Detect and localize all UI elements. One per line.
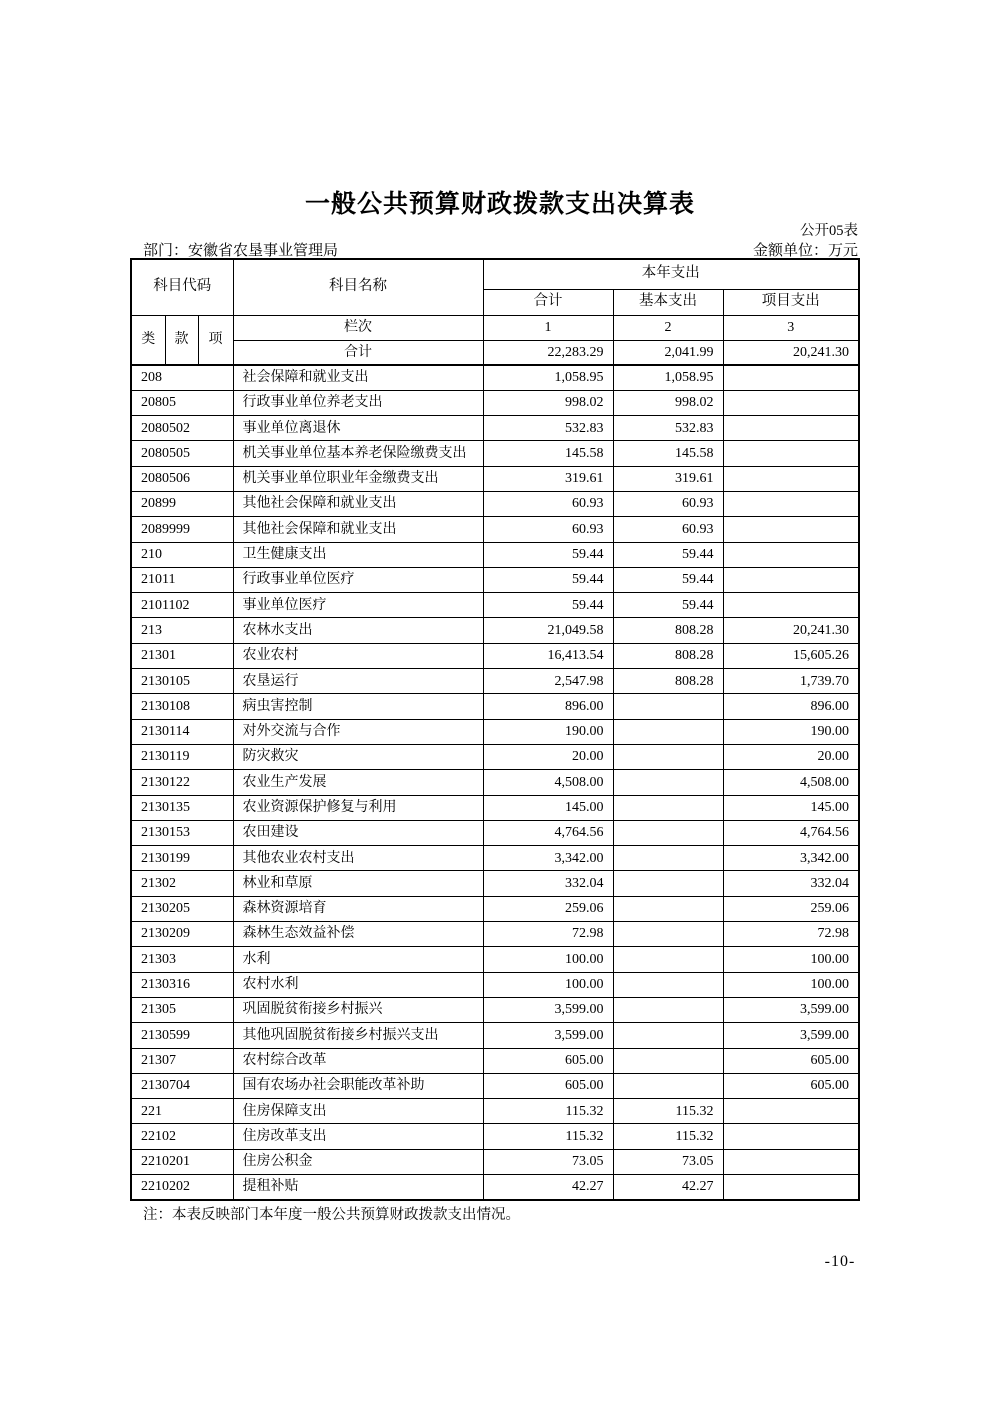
subject-name-cell: 其他农业农村支出 <box>233 846 483 871</box>
subject-code-cell: 2130105 <box>131 669 233 694</box>
subject-name-cell: 社会保障和就业支出 <box>233 365 483 390</box>
subject-code-cell: 2130199 <box>131 846 233 871</box>
basic-expenditure-cell <box>613 744 723 769</box>
subject-name-cell: 农田建设 <box>233 820 483 845</box>
basic-expenditure-cell: 319.61 <box>613 466 723 491</box>
basic-expenditure-cell: 998.02 <box>613 390 723 415</box>
total-amount-cell: 59.44 <box>483 542 613 567</box>
total-amount-cell: 59.44 <box>483 593 613 618</box>
subject-name-cell: 其他社会保障和就业支出 <box>233 517 483 542</box>
total-amount-cell: 73.05 <box>483 1149 613 1174</box>
project-expenditure-cell <box>723 1175 859 1200</box>
project-expenditure-cell <box>723 1149 859 1174</box>
project-expenditure-cell: 1,739.70 <box>723 669 859 694</box>
table-row <box>131 744 859 769</box>
basic-expenditure-cell <box>613 922 723 947</box>
subject-code-cell: 2080506 <box>131 466 233 491</box>
table-row <box>131 997 859 1022</box>
basic-expenditure-cell: 808.28 <box>613 669 723 694</box>
table-row <box>131 1175 859 1200</box>
table-row <box>131 947 859 972</box>
table-row <box>131 441 859 466</box>
subject-code-cell: 2130114 <box>131 719 233 744</box>
basic-expenditure-cell: 73.05 <box>613 1149 723 1174</box>
total-amount-cell: 3,342.00 <box>483 846 613 871</box>
project-expenditure-cell <box>723 491 859 516</box>
total-amount-cell: 605.00 <box>483 1073 613 1098</box>
header-current-year-expenditure: 本年支出 <box>483 259 859 289</box>
budget-expenditure-table <box>130 258 860 1201</box>
total-amount-cell: 4,764.56 <box>483 820 613 845</box>
total-amount-cell: 60.93 <box>483 491 613 516</box>
subject-code-cell: 2130122 <box>131 770 233 795</box>
project-expenditure-cell: 3,599.00 <box>723 1023 859 1048</box>
total-amount-cell: 100.00 <box>483 972 613 997</box>
project-expenditure-cell: 896.00 <box>723 694 859 719</box>
table-row <box>131 719 859 744</box>
basic-expenditure-cell: 115.32 <box>613 1124 723 1149</box>
header-column-index-2: 2 <box>613 315 723 340</box>
subject-code-cell: 208 <box>131 365 233 390</box>
subject-code-cell: 2130704 <box>131 1073 233 1098</box>
subject-code-cell: 2089999 <box>131 517 233 542</box>
subject-code-cell: 213 <box>131 618 233 643</box>
form-code-label: 公开05表 <box>800 223 858 239</box>
total-amount-cell: 72.98 <box>483 922 613 947</box>
basic-expenditure-cell: 59.44 <box>613 567 723 592</box>
subject-name-cell: 农业资源保护修复与利用 <box>233 795 483 820</box>
total-amount-cell: 532.83 <box>483 416 613 441</box>
subject-name-cell: 林业和草原 <box>233 871 483 896</box>
total-amount-cell: 4,508.00 <box>483 770 613 795</box>
project-expenditure-cell: 605.00 <box>723 1048 859 1073</box>
header-column-index-label: 栏次 <box>233 315 483 340</box>
subject-name-cell: 提租补贴 <box>233 1175 483 1200</box>
header-code-class: 类 <box>131 315 165 365</box>
table-row <box>131 972 859 997</box>
table-row <box>131 1073 859 1098</box>
subject-name-cell: 农业生产发展 <box>233 770 483 795</box>
department-label: 部门：安徽省农垦事业管理局 <box>143 243 339 259</box>
header-basic-expenditure: 基本支出 <box>613 289 723 315</box>
header-code-section: 款 <box>165 315 198 365</box>
grand-total-project: 20,241.30 <box>723 340 859 365</box>
project-expenditure-cell <box>723 567 859 592</box>
subject-code-cell: 21305 <box>131 997 233 1022</box>
total-amount-cell: 332.04 <box>483 871 613 896</box>
total-amount-cell: 3,599.00 <box>483 1023 613 1048</box>
table-row <box>131 770 859 795</box>
project-expenditure-cell: 15,605.26 <box>723 643 859 668</box>
subject-code-cell: 2080505 <box>131 441 233 466</box>
basic-expenditure-cell: 59.44 <box>613 542 723 567</box>
header-row-1 <box>131 259 859 289</box>
total-amount-cell: 100.00 <box>483 947 613 972</box>
table-row <box>131 795 859 820</box>
project-expenditure-cell: 259.06 <box>723 896 859 921</box>
subject-name-cell: 机关事业单位职业年金缴费支出 <box>233 466 483 491</box>
subject-name-cell: 农业农村 <box>233 643 483 668</box>
header-subject-code: 科目代码 <box>131 259 233 315</box>
project-expenditure-cell <box>723 542 859 567</box>
header-total: 合计 <box>483 289 613 315</box>
project-expenditure-cell: 4,764.56 <box>723 820 859 845</box>
total-amount-cell: 319.61 <box>483 466 613 491</box>
table-row <box>131 846 859 871</box>
table-row <box>131 1149 859 1174</box>
project-expenditure-cell <box>723 1099 859 1124</box>
basic-expenditure-cell <box>613 795 723 820</box>
table-row <box>131 466 859 491</box>
subject-code-cell: 2130153 <box>131 820 233 845</box>
project-expenditure-cell <box>723 365 859 390</box>
table-note: 注：本表反映部门本年度一般公共预算财政拨款支出情况。 <box>143 1207 520 1223</box>
table-row <box>131 1048 859 1073</box>
subject-code-cell: 2130135 <box>131 795 233 820</box>
table-row <box>131 820 859 845</box>
subject-code-cell: 22102 <box>131 1124 233 1149</box>
subject-name-cell: 农村综合改革 <box>233 1048 483 1073</box>
subject-code-cell: 2130119 <box>131 744 233 769</box>
subject-name-cell: 其他社会保障和就业支出 <box>233 491 483 516</box>
table-row <box>131 1023 859 1048</box>
subject-name-cell: 防灾救灾 <box>233 744 483 769</box>
project-expenditure-cell <box>723 466 859 491</box>
basic-expenditure-cell: 808.28 <box>613 643 723 668</box>
subject-name-cell: 事业单位医疗 <box>233 593 483 618</box>
subject-code-cell: 2130205 <box>131 896 233 921</box>
subject-code-cell: 20805 <box>131 390 233 415</box>
project-expenditure-cell: 4,508.00 <box>723 770 859 795</box>
basic-expenditure-cell <box>613 846 723 871</box>
table-head-section <box>131 259 859 365</box>
basic-expenditure-cell: 60.93 <box>613 517 723 542</box>
subject-code-cell: 21011 <box>131 567 233 592</box>
subject-code-cell: 2080502 <box>131 416 233 441</box>
table-row <box>131 669 859 694</box>
basic-expenditure-cell <box>613 694 723 719</box>
subject-code-cell: 21303 <box>131 947 233 972</box>
subject-code-cell: 2130108 <box>131 694 233 719</box>
basic-expenditure-cell: 808.28 <box>613 618 723 643</box>
subject-code-cell: 2130209 <box>131 922 233 947</box>
total-amount-cell: 59.44 <box>483 567 613 592</box>
subject-name-cell: 水利 <box>233 947 483 972</box>
subject-name-cell: 病虫害控制 <box>233 694 483 719</box>
subject-code-cell: 210 <box>131 542 233 567</box>
total-amount-cell: 16,413.54 <box>483 643 613 668</box>
subject-name-cell: 国有农场办社会职能改革补助 <box>233 1073 483 1098</box>
basic-expenditure-cell: 1,058.95 <box>613 365 723 390</box>
table-row <box>131 542 859 567</box>
total-amount-cell: 998.02 <box>483 390 613 415</box>
basic-expenditure-cell <box>613 1048 723 1073</box>
grand-total-label: 合计 <box>233 340 483 365</box>
total-amount-cell: 145.58 <box>483 441 613 466</box>
subject-code-cell: 2130599 <box>131 1023 233 1048</box>
subject-name-cell: 住房改革支出 <box>233 1124 483 1149</box>
basic-expenditure-cell: 42.27 <box>613 1175 723 1200</box>
subject-name-cell: 农林水支出 <box>233 618 483 643</box>
table-row <box>131 922 859 947</box>
table-row <box>131 416 859 441</box>
basic-expenditure-cell <box>613 1073 723 1098</box>
total-amount-cell: 20.00 <box>483 744 613 769</box>
table-row <box>131 1124 859 1149</box>
subject-name-cell: 行政事业单位养老支出 <box>233 390 483 415</box>
table-row <box>131 593 859 618</box>
basic-expenditure-cell <box>613 972 723 997</box>
total-amount-cell: 115.32 <box>483 1099 613 1124</box>
subject-name-cell: 事业单位离退休 <box>233 416 483 441</box>
grand-total-basic: 2,041.99 <box>613 340 723 365</box>
project-expenditure-cell: 100.00 <box>723 972 859 997</box>
total-amount-cell: 1,058.95 <box>483 365 613 390</box>
basic-expenditure-cell <box>613 770 723 795</box>
subject-name-cell: 行政事业单位医疗 <box>233 567 483 592</box>
basic-expenditure-cell <box>613 871 723 896</box>
project-expenditure-cell <box>723 441 859 466</box>
table-row <box>131 871 859 896</box>
page-title: 一般公共预算财政拨款支出决算表 <box>304 190 695 218</box>
total-amount-cell: 896.00 <box>483 694 613 719</box>
page-number: -10- <box>824 1253 856 1270</box>
project-expenditure-cell <box>723 1124 859 1149</box>
grand-total-amount: 22,283.29 <box>483 340 613 365</box>
table-row <box>131 643 859 668</box>
table-row <box>131 390 859 415</box>
subject-code-cell: 2101102 <box>131 593 233 618</box>
basic-expenditure-cell <box>613 1023 723 1048</box>
subject-code-cell: 20899 <box>131 491 233 516</box>
project-expenditure-cell: 332.04 <box>723 871 859 896</box>
basic-expenditure-cell <box>613 997 723 1022</box>
subject-name-cell: 农村水利 <box>233 972 483 997</box>
subject-code-cell: 21301 <box>131 643 233 668</box>
project-expenditure-cell: 100.00 <box>723 947 859 972</box>
subject-name-cell: 住房保障支出 <box>233 1099 483 1124</box>
header-project-expenditure: 项目支出 <box>723 289 859 315</box>
table-body <box>131 365 859 1200</box>
table-row <box>131 1099 859 1124</box>
subject-name-cell: 其他巩固脱贫衔接乡村振兴支出 <box>233 1023 483 1048</box>
subject-name-cell: 森林生态效益补偿 <box>233 922 483 947</box>
project-expenditure-cell: 20.00 <box>723 744 859 769</box>
project-expenditure-cell: 20,241.30 <box>723 618 859 643</box>
header-row-column-index <box>131 315 859 340</box>
header-subject-name: 科目名称 <box>233 259 483 315</box>
subject-name-cell: 对外交流与合作 <box>233 719 483 744</box>
table-row <box>131 517 859 542</box>
total-amount-cell: 145.00 <box>483 795 613 820</box>
subject-code-cell: 221 <box>131 1099 233 1124</box>
project-expenditure-cell: 605.00 <box>723 1073 859 1098</box>
subject-name-cell: 森林资源培育 <box>233 896 483 921</box>
basic-expenditure-cell <box>613 947 723 972</box>
subject-code-cell: 21307 <box>131 1048 233 1073</box>
subject-name-cell: 巩固脱贫衔接乡村振兴 <box>233 997 483 1022</box>
total-amount-cell: 190.00 <box>483 719 613 744</box>
amount-unit-label: 金额单位：万元 <box>752 243 858 259</box>
subject-name-cell: 住房公积金 <box>233 1149 483 1174</box>
basic-expenditure-cell: 532.83 <box>613 416 723 441</box>
basic-expenditure-cell: 60.93 <box>613 491 723 516</box>
basic-expenditure-cell <box>613 820 723 845</box>
subject-code-cell: 2210201 <box>131 1149 233 1174</box>
project-expenditure-cell: 3,342.00 <box>723 846 859 871</box>
subject-code-cell: 21302 <box>131 871 233 896</box>
subject-code-cell: 2210202 <box>131 1175 233 1200</box>
total-amount-cell: 3,599.00 <box>483 997 613 1022</box>
project-expenditure-cell <box>723 593 859 618</box>
project-expenditure-cell <box>723 416 859 441</box>
subject-code-cell: 2130316 <box>131 972 233 997</box>
basic-expenditure-cell: 115.32 <box>613 1099 723 1124</box>
project-expenditure-cell: 190.00 <box>723 719 859 744</box>
subject-name-cell: 机关事业单位基本养老保险缴费支出 <box>233 441 483 466</box>
basic-expenditure-cell: 145.58 <box>613 441 723 466</box>
grand-total-row <box>131 340 859 365</box>
total-amount-cell: 42.27 <box>483 1175 613 1200</box>
table-row <box>131 896 859 921</box>
total-amount-cell: 605.00 <box>483 1048 613 1073</box>
total-amount-cell: 21,049.58 <box>483 618 613 643</box>
table-row <box>131 618 859 643</box>
table-row <box>131 694 859 719</box>
total-amount-cell: 60.93 <box>483 517 613 542</box>
table-row <box>131 491 859 516</box>
project-expenditure-cell <box>723 517 859 542</box>
project-expenditure-cell: 145.00 <box>723 795 859 820</box>
subject-name-cell: 卫生健康支出 <box>233 542 483 567</box>
total-amount-cell: 2,547.98 <box>483 669 613 694</box>
table-row <box>131 567 859 592</box>
table-row <box>131 365 859 390</box>
project-expenditure-cell <box>723 390 859 415</box>
subject-name-cell: 农垦运行 <box>233 669 483 694</box>
header-column-index-1: 1 <box>483 315 613 340</box>
basic-expenditure-cell: 59.44 <box>613 593 723 618</box>
basic-expenditure-cell <box>613 719 723 744</box>
header-code-item: 项 <box>198 315 233 365</box>
project-expenditure-cell: 3,599.00 <box>723 997 859 1022</box>
header-column-index-3: 3 <box>723 315 859 340</box>
project-expenditure-cell: 72.98 <box>723 922 859 947</box>
basic-expenditure-cell <box>613 896 723 921</box>
total-amount-cell: 115.32 <box>483 1124 613 1149</box>
total-amount-cell: 259.06 <box>483 896 613 921</box>
